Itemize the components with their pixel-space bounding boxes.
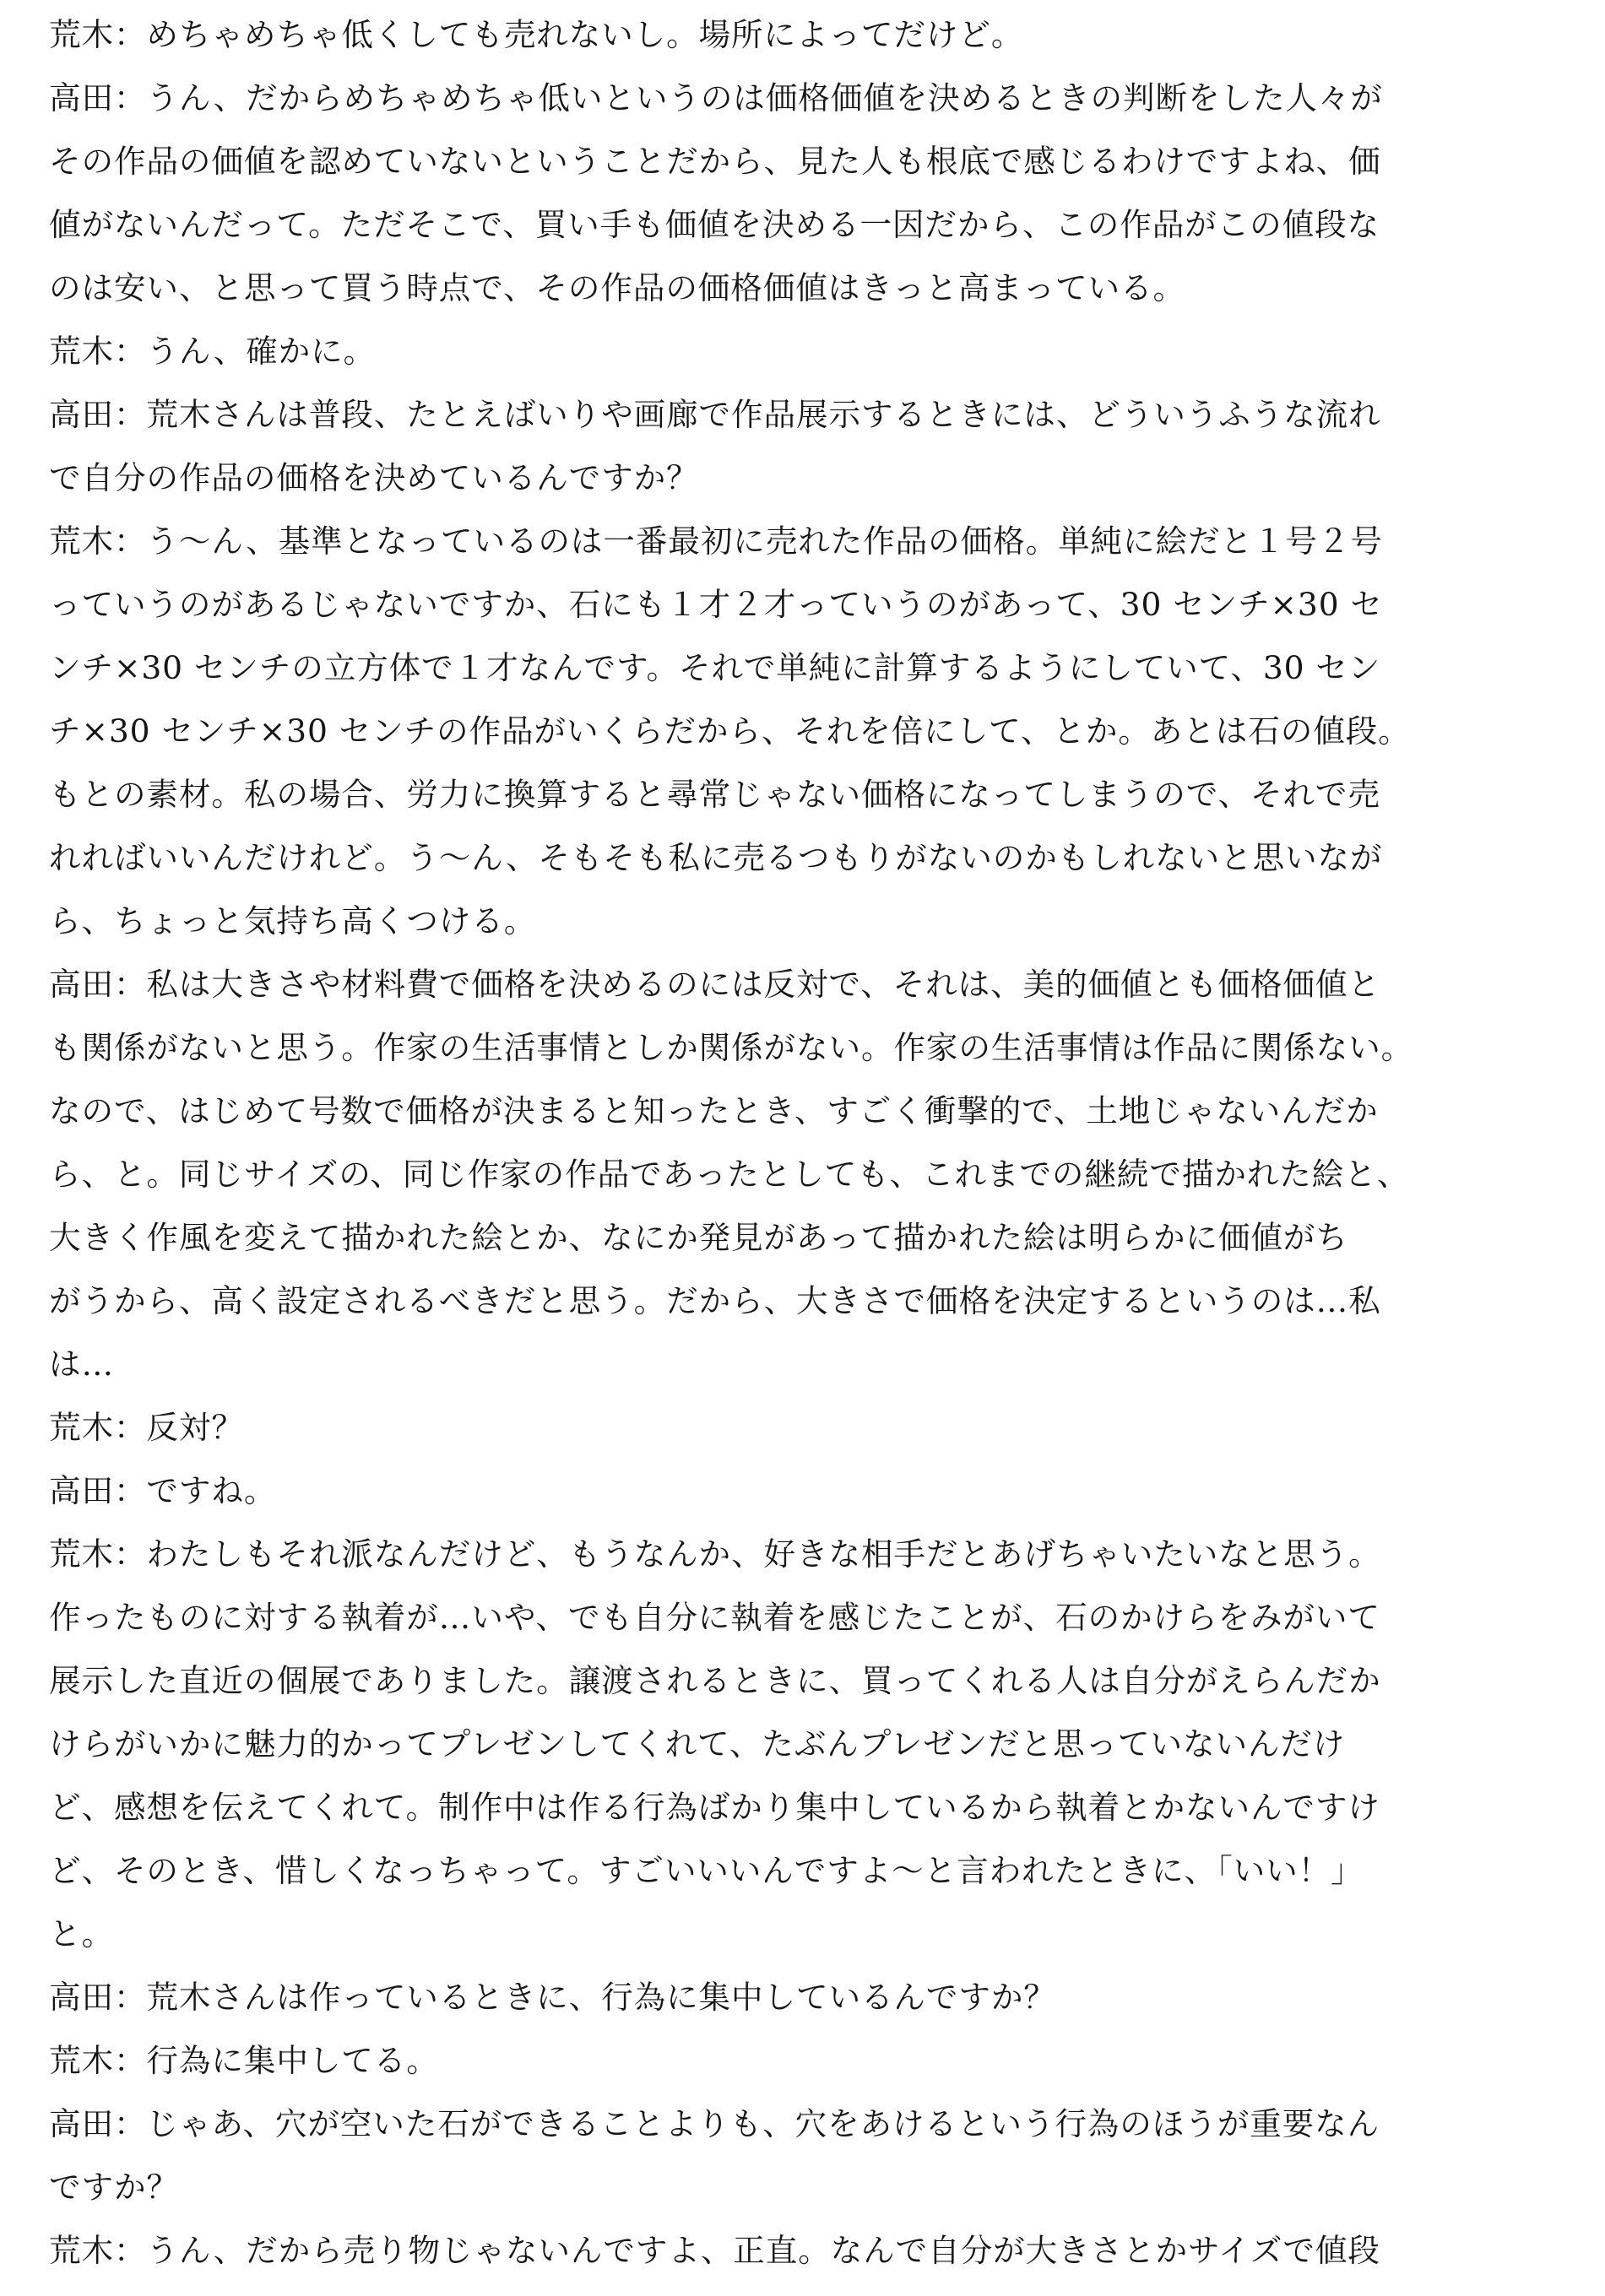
text-line: 高田：私は大きさや材料費で価格を決めるのには反対で、それは、美的価値とも価格価値と xyxy=(49,966,1380,1003)
text-line: ら、と。同じサイズの、同じ作家の作品であったとしても、これまでの継続で描かれた絵と、 xyxy=(49,1156,1410,1193)
text-line: 展示した直近の個展でありました。譲渡されるときに、買ってくれる人は自分がえらんだか xyxy=(49,1662,1381,1699)
text-line: 高田：ですね。 xyxy=(49,1472,277,1509)
text-line: と。 xyxy=(49,1915,114,1952)
text-line: ら、ちょっと気持ち高くつける。 xyxy=(49,902,537,940)
text-line: その作品の価値を認めていないということだから、見た人も根底で感じるわけですよね、価 xyxy=(49,143,1381,180)
text-line: 荒木：行為に集中してる。 xyxy=(49,2042,439,2079)
text-line: 高田：うん、だからめちゃめちゃ低いというのは価格価値を決めるときの判断をした人々が xyxy=(49,79,1383,116)
text-line: ンチ×30 センチの立方体で１才なんです。それで単純に計算するようにしていて、30 セン xyxy=(49,649,1381,686)
text-line: れればいいんだけれど。う～ん、そもそも私に売るつもりがないのかもしれないと思いなが xyxy=(49,839,1383,876)
text-line: 高田：荒木さんは普段、たとえばいりや画廊で作品展示するときには、どういうふうな流れ xyxy=(49,396,1381,433)
text-line: ど、そのとき、惜しくなっちゃって。すごいいいんですよ～と言われたときに、「いい！」 xyxy=(49,1852,1364,1889)
text-line: で自分の作品の価格を決めているんですか？ xyxy=(49,459,699,496)
text-line: 荒木：反対？ xyxy=(49,1409,244,1446)
text-line: のは安い、と思って買う時点で、その作品の価格価値はきっと高まっている。 xyxy=(49,269,1185,306)
text-line: 荒木：うん、だから売り物じゃないんですよ、正直。なんで自分が大きさとかサイズで値段 xyxy=(49,2232,1380,2269)
text-line: ですか？ xyxy=(49,2169,179,2206)
text-line: ど、感想を伝えてくれて。制作中は作る行為ばかり集中しているから執着とかないんですけ xyxy=(49,1789,1380,1826)
text-line: 荒木：わたしもそれ派なんだけど、もうなんか、好きな相手だとあげちゃいたいなと思う。 xyxy=(49,1535,1381,1573)
text-line: 高田：荒木さんは作っているときに、行為に集中しているんですか？ xyxy=(49,1979,1056,2016)
text-line: 作ったものに対する執着が…いや、でも自分に執着を感じたことが、石のかけらをみがいて xyxy=(49,1599,1380,1636)
text-line: なので、はじめて号数で価格が決まると知ったとき、すごく衝撃的で、土地じゃないんだか xyxy=(49,1092,1379,1129)
text-line: けらがいかに魅力的かってプレゼンしてくれて、たぶんプレゼンだと思っていないんだけ xyxy=(49,1725,1346,1763)
text-line: 荒木：う～ん、基準となっているのは一番最初に売れた作品の価格。単純に絵だと１号２号 xyxy=(49,523,1383,560)
text-line: 高田：じゃあ、穴が空いた石ができることよりも、穴をあけるという行為のほうが重要なん xyxy=(49,2105,1380,2142)
text-line: 荒木：めちゃめちゃ低くしても売れないし。場所によってだけど。 xyxy=(49,16,1024,53)
text-line: 値がないんだって。ただそこで、買い手も価値を決める一因だから、この作品がこの値段な xyxy=(49,206,1380,243)
text-line: も関係がないと思う。作家の生活事情としか関係がない。作家の生活事情は作品に関係ない。 xyxy=(49,1029,1414,1066)
text-line: は… xyxy=(49,1346,114,1383)
text-line: 大きく作風を変えて描かれた絵とか、なにか発見があって描かれた絵は明らかに価値がち xyxy=(49,1219,1348,1256)
text-line: チ×30 センチ×30 センチの作品がいくらだから、それを倍にして、とか。あとは石の値段。 xyxy=(49,712,1411,750)
text-line: 荒木：うん、確かに。 xyxy=(49,333,377,370)
text-line: がうから、高く設定されるべきだと思う。だから、大きさで価格を決定するというのは…私 xyxy=(49,1282,1381,1319)
document-body xyxy=(49,3,1569,2282)
text-line: もとの素材。私の場合、労力に換算すると尋常じゃない価格になってしまうので、それで売 xyxy=(49,776,1380,813)
text-line: っていうのがあるじゃないですか、石にも１才２才っていうのがあって、30 センチ×30 セ xyxy=(49,586,1383,623)
